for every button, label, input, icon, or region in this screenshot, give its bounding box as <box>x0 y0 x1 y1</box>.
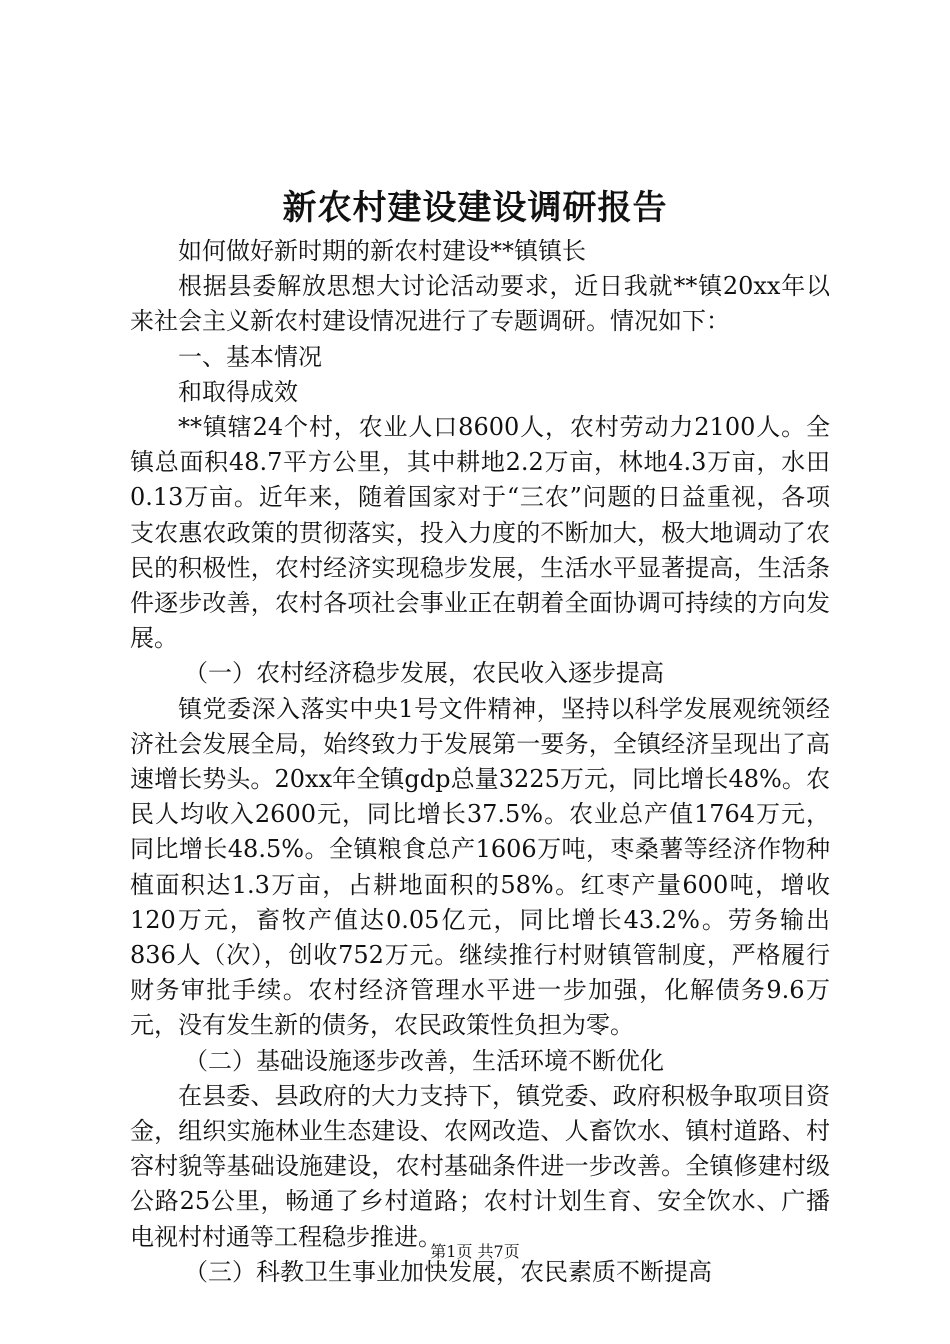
section-heading-basic: 一、基本情况 <box>178 342 322 371</box>
subheading-infrastructure: （二）基础设施逐步改善，生活环境不断优化 <box>184 1046 664 1075</box>
subheading-education-health: （三）科教卫生事业加快发展，农民素质不断提高 <box>184 1257 712 1286</box>
paragraph-economy: 镇党委深入落实中央1号文件精神，坚持以科学发展观统领经济社会发展全局，始终致力于发展第一要务，全镇经济呈现出了高速增长势头。20xx年全镇gdp总量3225万元，同比增长48%。农民人均收入2600元，同比增长37.5%。农业总产值1764万元，同比增长48.5%。全镇粮食总产1606万吨，枣桑薯等经济作物种植面积达1.3万亩，占耕地面积的58%。红枣产量600吨，增收120万元，畜牧产值达0.05亿元，同比增长43.2%。劳务输出836人（次），创收752万元。继续推行村财镇管制度，严格履行财务审批手续。农村经济管理水平进一步加强，化解债务9.6万元，没有发生新的债务，农民政策性负担为零。 <box>130 694 830 1040</box>
document-body <box>130 234 830 1290</box>
page-number: 第1页 共7页 <box>430 1242 520 1261</box>
paragraph-intro: 根据县委解放思想大讨论活动要求，近日我就**镇20xx年以来社会主义新农村建设情况进行了专题调研。情况如下： <box>130 272 830 336</box>
paragraph-infrastructure: 在县委、县政府的大力支持下，镇党委、政府积极争取项目资金，组织实施林业生态建设、农网改造、人畜饮水、镇村道路、村容村貌等基础设施建设，农村基础条件进一步改善。全镇修建村级公路25公里，畅通了乡村道路；农村计划生育、安全饮水、广播电视村村通等工程稳步推进。 <box>130 1081 830 1251</box>
section-heading-results: 和取得成效 <box>178 377 298 406</box>
document-title: 新农村建设建设调研报告 <box>282 188 668 228</box>
paragraph-overview: **镇辖24个村，农业人口8600人，农村劳动力2100人。全镇总面积48.7平方公里，其中耕地2.2万亩，林地4.3万亩，水田0.13万亩。近年来，随着国家对于“三农”问题的日益重视，各项支农惠农政策的贯彻落实，投入力度的不断加大，极大地调动了农民的积极性，农村经济实现稳步发展，生活水平显著提高，生活条件逐步改善，农村各项社会事业正在朝着全面协调可持续的方向发展。 <box>130 413 830 653</box>
paragraph-subtitle: 如何做好新时期的新农村建设**镇镇长 <box>178 237 586 265</box>
subheading-economy: （一）农村经济稳步发展，农民收入逐步提高 <box>184 659 664 688</box>
